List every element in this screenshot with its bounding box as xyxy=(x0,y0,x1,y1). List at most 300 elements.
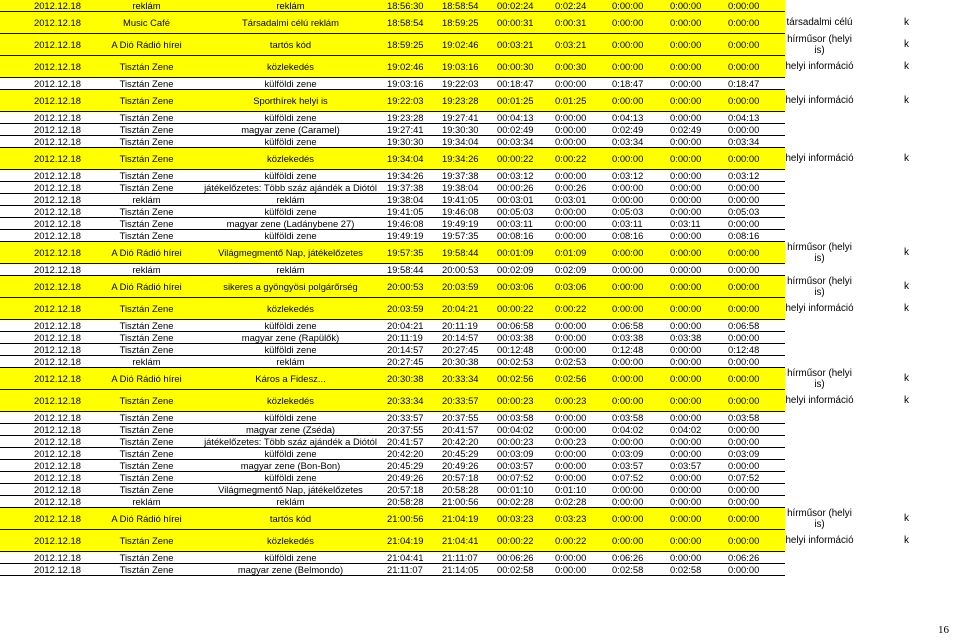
cell-end-time: 20:33:57 xyxy=(442,390,497,412)
cell-end-time: 18:58:54 xyxy=(442,0,497,12)
cell-code: k xyxy=(904,38,909,50)
cell-date: 2012.12.18 xyxy=(0,298,99,320)
cell-news-ad-time: 0:00:00 xyxy=(555,218,612,230)
cell-length: 00:00:23 xyxy=(497,390,555,412)
cell-music-time: 0:07:52 xyxy=(612,472,670,484)
cell-end-time: 21:04:19 xyxy=(442,508,497,530)
cell-code xyxy=(854,78,959,90)
cell-category xyxy=(785,182,854,194)
table-row xyxy=(0,264,959,276)
cell-program: magyar zene (Rapülők) xyxy=(194,332,387,344)
cell-program: külföldi zene xyxy=(194,344,387,356)
cell-end-time: 20:04:21 xyxy=(442,298,497,320)
cell-category xyxy=(785,170,854,182)
cell-end-time: 21:00:56 xyxy=(442,496,497,508)
cell-hungarian-music-time: 0:00:00 xyxy=(670,112,728,124)
cell-program: magyar zene (Ladánybene 27) xyxy=(194,218,387,230)
cell-category xyxy=(785,0,854,12)
cell-news-ad-time: 0:00:23 xyxy=(555,436,612,448)
cell-date: 2012.12.18 xyxy=(0,230,99,242)
cell-code xyxy=(854,264,959,276)
cell-length: 00:02:56 xyxy=(497,368,555,390)
cell-foreign-music-time: 0:00:00 xyxy=(728,264,785,276)
cell-foreign-music-time: 0:00:00 xyxy=(728,356,785,368)
table-row xyxy=(0,448,959,460)
cell-author: A Dió Rádió hírei xyxy=(99,368,194,390)
cell-foreign-music-time: 0:00:00 xyxy=(728,368,785,390)
cell-end-time: 19:27:41 xyxy=(442,112,497,124)
cell-code: k xyxy=(904,16,909,28)
cell-hungarian-music-time: 0:00:00 xyxy=(670,472,728,484)
cell-code xyxy=(854,0,959,12)
cell-music-time: 0:00:00 xyxy=(612,90,670,112)
cell-program: külföldi zene xyxy=(194,112,387,124)
cell-category xyxy=(785,136,854,148)
cell-start-time: 20:27:45 xyxy=(387,356,442,368)
cell-foreign-music-time: 0:00:00 xyxy=(728,298,785,320)
cell-author: Tisztán Zene xyxy=(99,460,194,472)
cell-code xyxy=(854,460,959,472)
cell-code xyxy=(854,472,959,484)
cell-length: 00:04:02 xyxy=(497,424,555,436)
cell-start-time: 19:22:03 xyxy=(387,90,442,112)
cell-start-time: 18:59:25 xyxy=(387,34,442,56)
cell-end-time: 20:49:26 xyxy=(442,460,497,472)
table-row xyxy=(0,136,959,148)
cell-hungarian-music-time: 0:00:00 xyxy=(670,552,728,564)
cell-date: 2012.12.18 xyxy=(0,78,99,90)
cell-foreign-music-time: 0:00:00 xyxy=(728,276,785,298)
cell-start-time: 18:58:54 xyxy=(387,12,442,34)
table-row xyxy=(0,332,959,344)
cell-date: 2012.12.18 xyxy=(0,460,99,472)
cell-date: 2012.12.18 xyxy=(0,564,99,576)
cell-start-time: 21:04:19 xyxy=(387,530,442,552)
cell-category: hírműsor (helyi is) xyxy=(787,33,852,56)
cell-music-time: 0:03:12 xyxy=(612,170,670,182)
cell-program: külföldi zene xyxy=(194,448,387,460)
cell-program: közlekedés xyxy=(194,390,387,412)
cell-date: 2012.12.18 xyxy=(0,264,99,276)
cell-code xyxy=(854,320,959,332)
cell-foreign-music-time: 0:04:13 xyxy=(728,112,785,124)
cell-foreign-music-time: 0:05:03 xyxy=(728,206,785,218)
table-row xyxy=(0,460,959,472)
cell-news-ad-time: 0:00:00 xyxy=(555,136,612,148)
cell-start-time: 20:11:19 xyxy=(387,332,442,344)
cell-music-time: 0:00:00 xyxy=(612,484,670,496)
cell-hungarian-music-time: 0:03:38 xyxy=(670,332,728,344)
cell-start-time: 20:14:57 xyxy=(387,344,442,356)
cell-author: A Dió Rádió hírei xyxy=(99,276,194,298)
cell-category xyxy=(785,206,854,218)
cell-news-ad-time: 0:01:09 xyxy=(555,242,612,264)
cell-length: 00:00:22 xyxy=(497,298,555,320)
cell-start-time: 20:33:34 xyxy=(387,390,442,412)
cell-category xyxy=(785,332,854,344)
cell-music-time: 0:00:00 xyxy=(612,0,670,12)
table-row xyxy=(0,34,959,56)
cell-author: Tisztán Zene xyxy=(99,298,194,320)
cell-start-time: 19:02:46 xyxy=(387,56,442,78)
cell-code: k xyxy=(904,534,909,546)
cell-start-time: 20:04:21 xyxy=(387,320,442,332)
cell-category xyxy=(785,218,854,230)
cell-program: külföldi zene xyxy=(194,230,387,242)
cell-news-ad-time: 0:00:00 xyxy=(555,320,612,332)
cell-program: magyar zene (Caramel) xyxy=(194,124,387,136)
cell-news-ad-time: 0:00:00 xyxy=(555,460,612,472)
cell-foreign-music-time: 0:00:00 xyxy=(728,436,785,448)
cell-program: külföldi zene xyxy=(194,412,387,424)
cell-music-time: 0:00:00 xyxy=(612,530,670,552)
cell-length: 00:03:23 xyxy=(497,508,555,530)
cell-author: reklám xyxy=(99,194,194,206)
cell-start-time: 20:37:55 xyxy=(387,424,442,436)
cell-end-time: 19:41:05 xyxy=(442,194,497,206)
cell-end-time: 19:49:19 xyxy=(442,218,497,230)
cell-date: 2012.12.18 xyxy=(0,530,99,552)
cell-code: k xyxy=(904,246,909,258)
cell-category xyxy=(785,496,854,508)
cell-hungarian-music-time: 0:00:00 xyxy=(670,368,728,390)
cell-music-time: 0:00:00 xyxy=(612,356,670,368)
cell-author: Tisztán Zene xyxy=(99,412,194,424)
cell-end-time: 19:34:04 xyxy=(442,136,497,148)
cell-date: 2012.12.18 xyxy=(0,484,99,496)
cell-foreign-music-time: 0:07:52 xyxy=(728,472,785,484)
cell-category: hírműsor (helyi is) xyxy=(787,241,852,264)
cell-start-time: 19:23:28 xyxy=(387,112,442,124)
cell-start-time: 19:34:04 xyxy=(387,148,442,170)
cell-foreign-music-time: 0:03:58 xyxy=(728,412,785,424)
cell-music-time: 0:12:48 xyxy=(612,344,670,356)
cell-music-time: 0:00:00 xyxy=(612,390,670,412)
cell-news-ad-time: 0:02:56 xyxy=(555,368,612,390)
cell-category xyxy=(785,124,854,136)
cell-end-time: 19:37:38 xyxy=(442,170,497,182)
table-row xyxy=(0,182,959,194)
cell-hungarian-music-time: 0:00:00 xyxy=(670,12,728,34)
cell-code: k xyxy=(904,394,909,406)
cell-category: hírműsor (helyi is) xyxy=(787,275,852,298)
cell-foreign-music-time: 0:00:00 xyxy=(728,218,785,230)
cell-start-time: 19:49:19 xyxy=(387,230,442,242)
cell-end-time: 19:03:16 xyxy=(442,56,497,78)
cell-hungarian-music-time: 0:00:00 xyxy=(670,356,728,368)
cell-start-time: 19:27:41 xyxy=(387,124,442,136)
cell-end-time: 19:30:30 xyxy=(442,124,497,136)
cell-category: hírműsor (helyi is) xyxy=(787,507,852,530)
cell-program: tartós kód xyxy=(194,508,387,530)
cell-length: 00:00:23 xyxy=(497,436,555,448)
cell-start-time: 20:58:28 xyxy=(387,496,442,508)
cell-code xyxy=(854,182,959,194)
cell-start-time: 19:46:08 xyxy=(387,218,442,230)
cell-foreign-music-time: 0:00:00 xyxy=(728,390,785,412)
cell-length: 00:01:10 xyxy=(497,484,555,496)
cell-music-time: 0:00:00 xyxy=(612,368,670,390)
cell-code xyxy=(854,356,959,368)
cell-start-time: 19:57:35 xyxy=(387,242,442,264)
table-row xyxy=(0,484,959,496)
cell-program: reklám xyxy=(194,194,387,206)
cell-program: játékelőzetes: Több száz ajándék a Diótól xyxy=(194,436,387,448)
cell-date: 2012.12.18 xyxy=(0,412,99,424)
cell-foreign-music-time: 0:00:00 xyxy=(728,508,785,530)
cell-program: külföldi zene xyxy=(194,472,387,484)
cell-news-ad-time: 0:01:10 xyxy=(555,484,612,496)
cell-news-ad-time: 0:02:24 xyxy=(555,0,612,12)
cell-music-time: 0:04:13 xyxy=(612,112,670,124)
cell-hungarian-music-time: 0:00:00 xyxy=(670,496,728,508)
cell-category: helyi információ xyxy=(785,395,854,406)
cell-program: magyar zene (Zséda) xyxy=(194,424,387,436)
cell-code xyxy=(854,424,959,436)
cell-music-time: 0:02:49 xyxy=(612,124,670,136)
cell-program: külföldi zene xyxy=(194,136,387,148)
cell-length: 00:03:11 xyxy=(497,218,555,230)
cell-program: reklám xyxy=(194,264,387,276)
cell-end-time: 20:27:45 xyxy=(442,344,497,356)
cell-program: külföldi zene xyxy=(194,78,387,90)
cell-music-time: 0:03:38 xyxy=(612,332,670,344)
cell-music-time: 0:03:34 xyxy=(612,136,670,148)
cell-author: Tisztán Zene xyxy=(99,484,194,496)
cell-foreign-music-time: 0:00:00 xyxy=(728,496,785,508)
cell-foreign-music-time: 0:00:00 xyxy=(728,460,785,472)
cell-news-ad-time: 0:00:31 xyxy=(555,12,612,34)
cell-program: közlekedés xyxy=(194,530,387,552)
cell-date: 2012.12.18 xyxy=(0,356,99,368)
cell-foreign-music-time: 0:00:00 xyxy=(728,12,785,34)
table-row xyxy=(0,78,959,90)
cell-music-time: 0:08:16 xyxy=(612,230,670,242)
cell-date: 2012.12.18 xyxy=(0,508,99,530)
cell-news-ad-time: 0:00:22 xyxy=(555,298,612,320)
cell-category xyxy=(785,424,854,436)
table-row xyxy=(0,230,959,242)
cell-code xyxy=(854,170,959,182)
cell-date: 2012.12.18 xyxy=(0,332,99,344)
cell-program: közlekedés xyxy=(194,298,387,320)
cell-date: 2012.12.18 xyxy=(0,276,99,298)
cell-music-time: 0:03:58 xyxy=(612,412,670,424)
cell-hungarian-music-time: 0:00:00 xyxy=(670,182,728,194)
cell-date: 2012.12.18 xyxy=(0,170,99,182)
cell-news-ad-time: 0:00:00 xyxy=(555,472,612,484)
cell-length: 00:03:57 xyxy=(497,460,555,472)
cell-length: 00:04:13 xyxy=(497,112,555,124)
cell-category xyxy=(785,230,854,242)
cell-code xyxy=(854,332,959,344)
cell-start-time: 18:56:30 xyxy=(387,0,442,12)
cell-foreign-music-time: 0:00:00 xyxy=(728,34,785,56)
cell-code: k xyxy=(904,94,909,106)
cell-music-time: 0:00:00 xyxy=(612,508,670,530)
cell-music-time: 0:00:00 xyxy=(612,264,670,276)
cell-music-time: 0:00:00 xyxy=(612,276,670,298)
cell-news-ad-time: 0:03:23 xyxy=(555,508,612,530)
cell-length: 00:03:01 xyxy=(497,194,555,206)
cell-start-time: 19:38:04 xyxy=(387,194,442,206)
cell-music-time: 0:03:11 xyxy=(612,218,670,230)
cell-length: 00:03:21 xyxy=(497,34,555,56)
cell-author: Tisztán Zene xyxy=(99,136,194,148)
cell-code: k xyxy=(904,372,909,384)
cell-start-time: 20:49:26 xyxy=(387,472,442,484)
cell-hungarian-music-time: 0:00:00 xyxy=(670,34,728,56)
cell-program: Sporthírek helyi is xyxy=(194,90,387,112)
cell-program: magyar zene (Bon-Bon) xyxy=(194,460,387,472)
cell-foreign-music-time: 0:00:00 xyxy=(728,124,785,136)
table-row xyxy=(0,320,959,332)
table-row xyxy=(0,56,959,78)
cell-hungarian-music-time: 0:00:00 xyxy=(670,78,728,90)
cell-author: Tisztán Zene xyxy=(99,320,194,332)
cell-music-time: 0:06:26 xyxy=(612,552,670,564)
cell-author: Tisztán Zene xyxy=(99,206,194,218)
cell-author: reklám xyxy=(99,496,194,508)
cell-news-ad-time: 0:00:00 xyxy=(555,448,612,460)
cell-news-ad-time: 0:00:00 xyxy=(555,564,612,576)
cell-news-ad-time: 0:00:00 xyxy=(555,170,612,182)
table-row xyxy=(0,124,959,136)
cell-end-time: 19:22:03 xyxy=(442,78,497,90)
cell-start-time: 20:03:59 xyxy=(387,298,442,320)
cell-code: k xyxy=(904,152,909,164)
cell-foreign-music-time: 0:00:00 xyxy=(728,194,785,206)
cell-author: Tisztán Zene xyxy=(99,344,194,356)
cell-code xyxy=(854,344,959,356)
cell-start-time: 21:11:07 xyxy=(387,564,442,576)
cell-category xyxy=(785,344,854,356)
cell-date: 2012.12.18 xyxy=(0,206,99,218)
cell-date: 2012.12.18 xyxy=(0,182,99,194)
cell-foreign-music-time: 0:00:00 xyxy=(728,564,785,576)
cell-music-time: 0:00:00 xyxy=(612,436,670,448)
cell-length: 00:01:25 xyxy=(497,90,555,112)
cell-date: 2012.12.18 xyxy=(0,124,99,136)
cell-program: játékelőzetes: Több száz ajándék a Diótól xyxy=(194,182,387,194)
cell-author: reklám xyxy=(99,0,194,12)
cell-code xyxy=(854,230,959,242)
table-row xyxy=(0,508,959,530)
cell-hungarian-music-time: 0:00:00 xyxy=(670,484,728,496)
cell-news-ad-time: 0:00:00 xyxy=(555,332,612,344)
cell-code: k xyxy=(904,280,909,292)
cell-category xyxy=(785,320,854,332)
cell-code: k xyxy=(904,302,909,314)
cell-hungarian-music-time: 0:00:00 xyxy=(670,448,728,460)
table-row xyxy=(0,552,959,564)
cell-hungarian-music-time: 0:00:00 xyxy=(670,206,728,218)
cell-date: 2012.12.18 xyxy=(0,436,99,448)
cell-length: 00:02:24 xyxy=(497,0,555,12)
cell-news-ad-time: 0:00:00 xyxy=(555,412,612,424)
cell-music-time: 0:06:58 xyxy=(612,320,670,332)
cell-program: reklám xyxy=(194,496,387,508)
cell-hungarian-music-time: 0:03:11 xyxy=(670,218,728,230)
cell-start-time: 20:42:20 xyxy=(387,448,442,460)
cell-author: Tisztán Zene xyxy=(99,390,194,412)
table-row xyxy=(0,298,959,320)
cell-start-time: 19:37:38 xyxy=(387,182,442,194)
cell-end-time: 19:34:26 xyxy=(442,148,497,170)
table-row xyxy=(0,170,959,182)
cell-length: 00:03:06 xyxy=(497,276,555,298)
cell-length: 00:08:16 xyxy=(497,230,555,242)
cell-news-ad-time: 0:00:26 xyxy=(555,182,612,194)
cell-foreign-music-time: 0:00:00 xyxy=(728,56,785,78)
cell-code: k xyxy=(904,60,909,72)
cell-end-time: 20:33:34 xyxy=(442,368,497,390)
cell-length: 00:00:31 xyxy=(497,12,555,34)
cell-news-ad-time: 0:02:28 xyxy=(555,496,612,508)
cell-category xyxy=(785,78,854,90)
cell-foreign-music-time: 0:00:00 xyxy=(728,484,785,496)
table-row xyxy=(0,242,959,264)
cell-category xyxy=(785,436,854,448)
cell-length: 00:02:09 xyxy=(497,264,555,276)
table-row xyxy=(0,206,959,218)
cell-code xyxy=(854,412,959,424)
cell-hungarian-music-time: 0:00:00 xyxy=(670,436,728,448)
cell-program: reklám xyxy=(194,356,387,368)
cell-news-ad-time: 0:00:00 xyxy=(555,124,612,136)
cell-music-time: 0:03:09 xyxy=(612,448,670,460)
cell-foreign-music-time: 0:00:00 xyxy=(728,90,785,112)
cell-category: helyi információ xyxy=(785,303,854,314)
cell-code xyxy=(854,484,959,496)
cell-author: Tisztán Zene xyxy=(99,112,194,124)
cell-end-time: 20:42:20 xyxy=(442,436,497,448)
cell-date: 2012.12.18 xyxy=(0,34,99,56)
cell-program: magyar zene (Belmondo) xyxy=(194,564,387,576)
cell-length: 00:07:52 xyxy=(497,472,555,484)
table-row xyxy=(0,436,959,448)
cell-hungarian-music-time: 0:00:00 xyxy=(670,148,728,170)
cell-foreign-music-time: 0:18:47 xyxy=(728,78,785,90)
table-row xyxy=(0,472,959,484)
table-row xyxy=(0,564,959,576)
cell-hungarian-music-time: 0:00:00 xyxy=(670,242,728,264)
cell-foreign-music-time: 0:03:34 xyxy=(728,136,785,148)
cell-foreign-music-time: 0:00:00 xyxy=(728,424,785,436)
cell-music-time: 0:00:00 xyxy=(612,182,670,194)
table-row xyxy=(0,112,959,124)
cell-code xyxy=(854,496,959,508)
cell-end-time: 20:37:55 xyxy=(442,412,497,424)
cell-end-time: 20:57:18 xyxy=(442,472,497,484)
cell-hungarian-music-time: 0:00:00 xyxy=(670,230,728,242)
cell-news-ad-time: 0:00:00 xyxy=(555,206,612,218)
cell-length: 00:02:53 xyxy=(497,356,555,368)
cell-start-time: 20:30:38 xyxy=(387,368,442,390)
cell-end-time: 20:41:57 xyxy=(442,424,497,436)
cell-music-time: 0:00:00 xyxy=(612,242,670,264)
table-row xyxy=(0,12,959,34)
cell-start-time: 20:00:53 xyxy=(387,276,442,298)
cell-end-time: 20:45:29 xyxy=(442,448,497,460)
cell-author: reklám xyxy=(99,356,194,368)
cell-start-time: 20:41:57 xyxy=(387,436,442,448)
cell-program: Káros a Fidesz... xyxy=(194,368,387,390)
cell-start-time: 19:03:16 xyxy=(387,78,442,90)
cell-length: 00:02:49 xyxy=(497,124,555,136)
cell-author: Tisztán Zene xyxy=(99,148,194,170)
cell-length: 00:01:09 xyxy=(497,242,555,264)
